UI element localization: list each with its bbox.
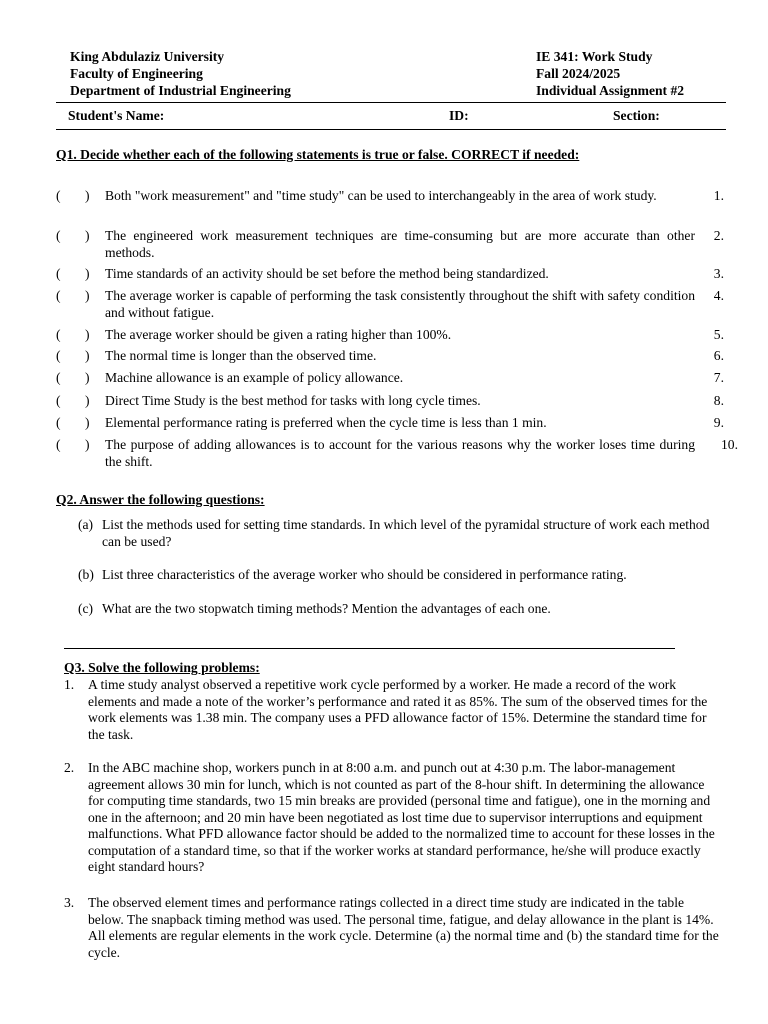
- course-code: IE 341: Work Study: [536, 49, 653, 64]
- section-divider: [64, 648, 675, 649]
- statement-number: 10.: [721, 437, 738, 452]
- list-item: [56, 415, 736, 432]
- answer-bracket-close: ): [85, 348, 90, 363]
- list-item: [56, 393, 736, 410]
- list-item: [56, 288, 736, 322]
- answer-bracket-close: ): [85, 437, 90, 452]
- department-name: Department of Industrial Engineering: [70, 83, 291, 98]
- statement-number: 6.: [713, 348, 724, 363]
- problem-item: [64, 895, 722, 961]
- assignment-title: Individual Assignment #2: [536, 83, 685, 98]
- statement-text: Both "work measurement" and "time study" can be used to interchangeably in the area of work study.: [105, 188, 657, 203]
- problem-text: The observed element times and performance ratings collected in a direct time study are indicated in the table below. The snapback timing method was used. The personal time, fatigue, and delay allowance in the plant is 14%. All elements are regular elements in the work cycle. Determine (a) the normal time and (b) the standard time for the cycle.: [88, 895, 719, 960]
- term: Fall 2024/2025: [536, 66, 621, 81]
- list-item: [56, 228, 736, 262]
- student-row-divider: [56, 129, 726, 130]
- statement-text: The average worker is capable of performing the task consistently throughout the shift with safety condition and without fatigue.: [105, 288, 695, 320]
- q2-item-label: (b): [78, 567, 94, 582]
- statement-number: 4.: [713, 288, 724, 303]
- q2-item-b: [78, 567, 728, 584]
- q1-title: Q1. Decide whether each of the following statements is true or false. CORRECT if needed:: [56, 147, 580, 162]
- q2-item-text: List the methods used for setting time standards. In which level of the pyramidal structure of work each method can be used?: [102, 517, 710, 549]
- statement-text: The average worker should be given a rating higher than 100%.: [105, 327, 452, 342]
- q2-title: Q2. Answer the following questions:: [56, 492, 265, 507]
- statement-number: 8.: [713, 393, 724, 408]
- statement-text: The purpose of adding allowances is to account for the various reasons why the worker loses time during the shift.: [105, 437, 695, 469]
- q2-item-label: (a): [78, 517, 94, 532]
- list-item: [56, 327, 736, 344]
- answer-bracket-open: (: [56, 188, 61, 203]
- answer-bracket-open: (: [56, 266, 61, 281]
- header-divider: [56, 102, 726, 103]
- list-item: [56, 348, 736, 365]
- answer-bracket-open: (: [56, 415, 61, 430]
- problem-number: 2.: [64, 760, 75, 775]
- q2-item-c: [78, 601, 728, 618]
- answer-bracket-open: (: [56, 228, 61, 243]
- q3-title: Q3. Solve the following problems:: [64, 660, 260, 675]
- answer-bracket-open: (: [56, 437, 61, 452]
- q2-item-a: [78, 517, 728, 550]
- statement-number: 7.: [713, 370, 724, 385]
- university-name: King Abdulaziz University: [70, 49, 225, 64]
- q2-item-text: List three characteristics of the average worker who should be considered in performance rating.: [102, 567, 627, 582]
- statement-number: 1.: [713, 188, 724, 203]
- answer-bracket-close: ): [85, 288, 90, 303]
- section-label: Section:: [613, 108, 660, 123]
- statement-number: 9.: [713, 415, 724, 430]
- header-right: [536, 48, 736, 99]
- problem-text: In the ABC machine shop, workers punch in at 8:00 a.m. and punch out at 4:30 p.m. The labor-management agreement allows 30 min for lunch, which is not counted as part of the 8-hour shift. In determining the allowance for computing time standards, two 15 min breaks are provided (personal time and fatigue), one in the morning and one in the afternoon; and 20 min have been negotiated as lost time due to supervisor interruptions and equipment malfunctions. What PFD allowance factor should be added to the normalized time to account for these losses in the computation of a standard time, so that if the worker works at standard performance, he/she will produce exactly eight standard hours?: [88, 760, 715, 874]
- q2-item-text: What are the two stopwatch timing methods? Mention the advantages of each one.: [102, 601, 551, 616]
- answer-bracket-open: (: [56, 393, 61, 408]
- list-item: [56, 437, 736, 471]
- problem-text: A time study analyst observed a repetitive work cycle performed by a worker. He made a record of the work elements and made a note of the worker’s performance and rated it as 85%. The sum of the observed times for the work elements was 1.38 min. The company uses a PFD allowance factor of 15%. Determine the standard time for the task.: [88, 677, 708, 742]
- student-name-label: Student's Name:: [68, 108, 165, 123]
- statement-number: 2.: [713, 228, 724, 243]
- statement-text: The engineered work measurement techniques are time-consuming but are more accurate than other methods.: [105, 228, 695, 260]
- answer-bracket-open: (: [56, 327, 61, 342]
- answer-bracket-close: ): [85, 393, 90, 408]
- answer-bracket-open: (: [56, 288, 61, 303]
- problem-number: 3.: [64, 895, 75, 910]
- statement-text: Machine allowance is an example of policy allowance.: [105, 370, 404, 385]
- problem-item: [64, 677, 722, 743]
- list-item: [56, 370, 736, 387]
- answer-bracket-close: ): [85, 266, 90, 281]
- answer-bracket-close: ): [85, 188, 90, 203]
- answer-bracket-open: (: [56, 348, 61, 363]
- statement-text: Direct Time Study is the best method for tasks with long cycle times.: [105, 393, 481, 408]
- answer-bracket-close: ): [85, 370, 90, 385]
- faculty-name: Faculty of Engineering: [70, 66, 203, 81]
- statement-number: 3.: [713, 266, 724, 281]
- statement-text: Time standards of an activity should be set before the method being standardized.: [105, 266, 549, 281]
- statement-text: Elemental performance rating is preferred when the cycle time is less than 1 min.: [105, 415, 547, 430]
- list-item: [56, 188, 736, 222]
- statement-text: The normal time is longer than the observed time.: [105, 348, 377, 363]
- answer-bracket-close: ): [85, 415, 90, 430]
- statement-number: 5.: [713, 327, 724, 342]
- problem-number: 1.: [64, 677, 75, 692]
- student-id-label: ID:: [449, 108, 469, 123]
- answer-bracket-close: ): [85, 228, 90, 243]
- problem-item: [64, 760, 722, 876]
- q2-item-label: (c): [78, 601, 94, 616]
- answer-bracket-open: (: [56, 370, 61, 385]
- header-left: [70, 48, 430, 99]
- list-item: [56, 266, 736, 283]
- answer-bracket-close: ): [85, 327, 90, 342]
